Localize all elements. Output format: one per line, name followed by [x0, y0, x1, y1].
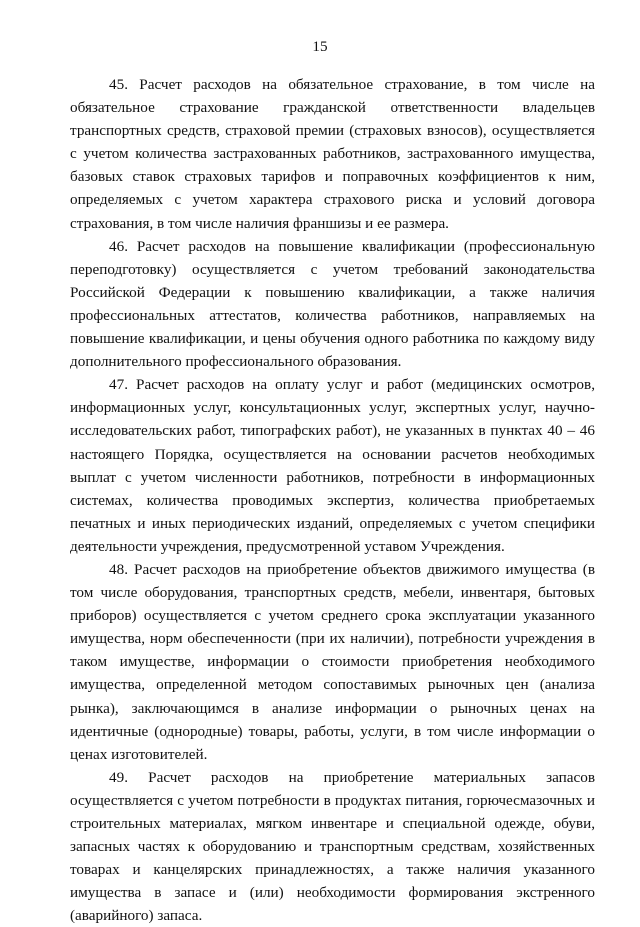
paragraph-47: 47. Расчет расходов на оплату услуг и работ (медицинских осмотров, информационных услуг, консультационных услуг, экспертных услуг, научно-исследовательских работ, типографских работ), не указанных в пунктах 40 – 46 настоящего Порядка, осуществляется на основании расчетов необходимых выплат с учетом численности работников, потребности в информационных системах, количества проводимых экспертиз, количества приобретаемых печатных и иных периодических изданий, определяемых с учетом специфики деятельности учреждения, предусмотренной уставом Учреждения. [70, 376, 595, 555]
paragraph-48: 48. Расчет расходов на приобретение объектов движимого имущества (в том числе оборудования, транспортных средств, мебели, инвентаря, бытовых приборов) осуществляется с учетом среднего срока эксплуатации указанного имущества, норм обеспеченности (при их наличии), потребности учреждения в таком имуществе, информации о стоимости приобретения необходимого имущества, определенной методом сопоставимых рыночных цен (анализа рынка), заключающимся в анализе информации о рыночных ценах на идентичные (однородные) товары, работы, услуги, в том числе информации о ценах изготовителей. [70, 560, 595, 763]
paragraph-45: 45. Расчет расходов на обязательное страхование, в том числе на обязательное страхование гражданской ответственности владельцев транспортных средств, страховой премии (страховых взносов), осуществляется с учетом количества застрахованных работников, застрахованного имущества, базовых ставок страховых тарифов и поправочных коэффициентов к ним, определяемых с учетом характера страхового риска и условий договора страхования, в том числе наличия франшизы и ее размера. [70, 76, 595, 232]
paragraph-49: 49. Расчет расходов на приобретение материальных запасов осуществляется с учетом потребности в продуктах питания, горючесмазочных и строительных материалах, мягком инвентаре и специальной одежде, обуви, запасных частях к оборудованию и транспортным средствам, хозяйственных товарах и канцелярских принадлежностях, а также наличия указанного имущества в запасе и (или) необходимости формирования экстренного (аварийного) запаса. [70, 768, 595, 925]
page-number: 15 [312, 38, 328, 55]
paragraph-46: 46. Расчет расходов на повышение квалификации (профессиональную переподготовку) осуществляется с учетом требований законодательства Российской Федерации к повышению квалификации, а также наличия профессиональных аттестатов, количества работников, направляемых на повышение квалификации, и цены обучения одного работника по каждому виду дополнительного профессионального образования. [70, 237, 595, 371]
document-body [70, 73, 595, 927]
